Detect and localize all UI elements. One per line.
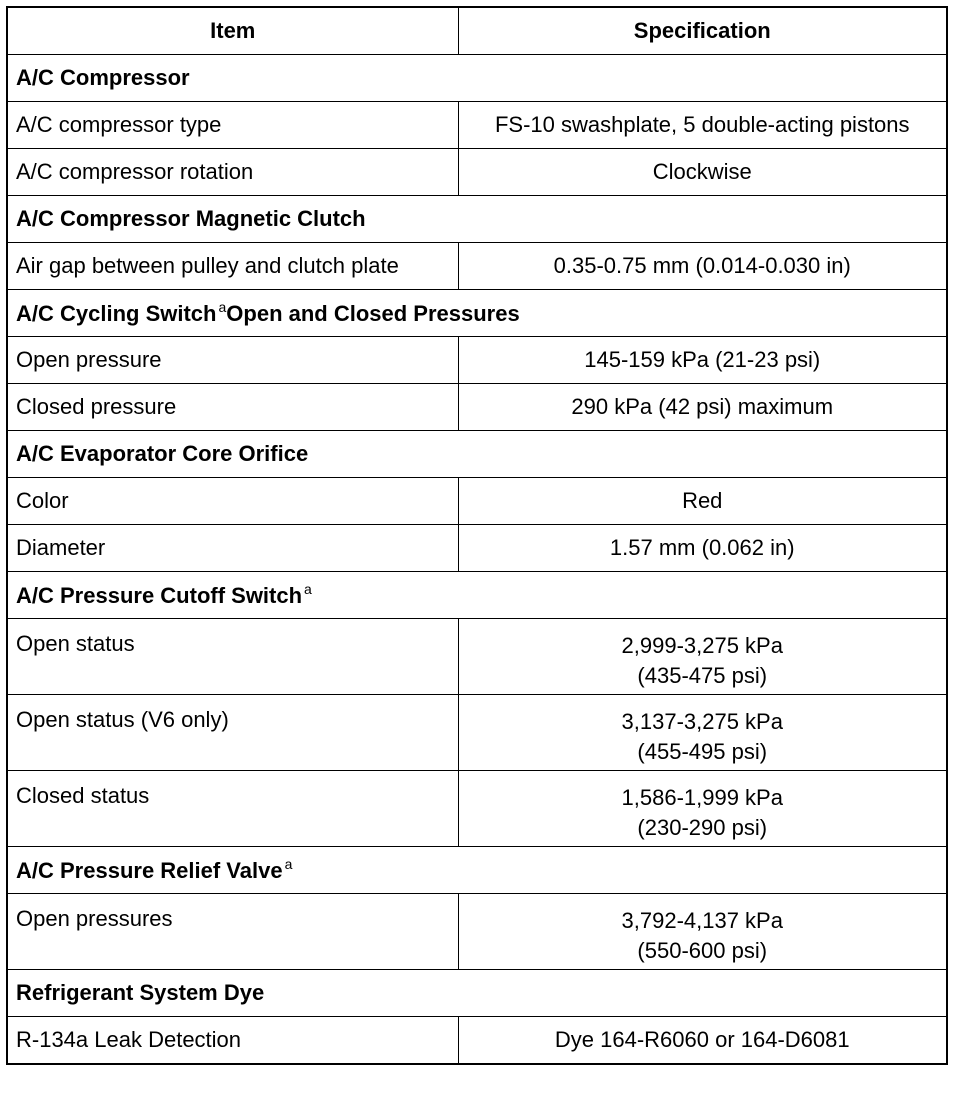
specification-line: 1,586-1,999 kPa bbox=[621, 785, 783, 810]
specification-cell: 145-159 kPa (21-23 psi) bbox=[458, 337, 947, 384]
section-heading bbox=[7, 290, 947, 337]
table-row bbox=[7, 149, 947, 196]
table-row bbox=[7, 771, 947, 847]
section-row bbox=[7, 290, 947, 337]
specification-line: (230-290 psi) bbox=[637, 815, 768, 840]
specification-cell: Red bbox=[458, 478, 947, 525]
item-cell: Color bbox=[7, 478, 458, 525]
section-heading bbox=[7, 196, 947, 243]
specification-cell bbox=[458, 619, 947, 695]
specification-cell bbox=[458, 894, 947, 970]
specification-line: 3,792-4,137 kPa bbox=[621, 908, 783, 933]
section-label: A/C Compressor bbox=[16, 65, 190, 90]
item-cell: Air gap between pulley and clutch plate bbox=[7, 243, 458, 290]
section-heading bbox=[7, 572, 947, 619]
table-body bbox=[7, 55, 947, 1065]
section-row bbox=[7, 55, 947, 102]
header-item: Item bbox=[7, 7, 458, 55]
section-label-suffix: Open and Closed Pressures bbox=[226, 301, 520, 326]
section-heading bbox=[7, 847, 947, 894]
section-label: A/C Pressure Relief Valve bbox=[16, 858, 283, 883]
table-row bbox=[7, 337, 947, 384]
table-row bbox=[7, 478, 947, 525]
section-row bbox=[7, 572, 947, 619]
section-row bbox=[7, 970, 947, 1017]
specification-cell bbox=[458, 771, 947, 847]
item-cell: Closed pressure bbox=[7, 384, 458, 431]
item-cell: Open status bbox=[7, 619, 458, 695]
item-cell: Open status (V6 only) bbox=[7, 695, 458, 771]
footnote-marker: a bbox=[218, 299, 227, 315]
specification-line: (550-600 psi) bbox=[637, 938, 768, 963]
section-row bbox=[7, 431, 947, 478]
header-row bbox=[7, 7, 947, 55]
section-row bbox=[7, 847, 947, 894]
footnote-marker: a bbox=[304, 581, 312, 597]
section-label: A/C Cycling Switch bbox=[16, 301, 217, 326]
section-heading bbox=[7, 970, 947, 1017]
item-cell: Closed status bbox=[7, 771, 458, 847]
specification-line: 2,999-3,275 kPa bbox=[621, 633, 783, 658]
specification-cell: FS-10 swashplate, 5 double-acting pistons bbox=[458, 102, 947, 149]
specification-cell: 0.35-0.75 mm (0.014-0.030 in) bbox=[458, 243, 947, 290]
item-cell: Diameter bbox=[7, 525, 458, 572]
item-cell: Open pressure bbox=[7, 337, 458, 384]
specification-cell: 1.57 mm (0.062 in) bbox=[458, 525, 947, 572]
item-cell: Open pressures bbox=[7, 894, 458, 970]
header-specification: Specification bbox=[458, 7, 947, 55]
specification-cell: Dye 164-R6060 or 164-D6081 bbox=[458, 1017, 947, 1065]
table-row bbox=[7, 102, 947, 149]
specification-table bbox=[6, 6, 948, 1065]
specification-line: 3,137-3,275 kPa bbox=[621, 709, 783, 734]
specification-line: (435-475 psi) bbox=[637, 663, 768, 688]
table-row bbox=[7, 1017, 947, 1065]
section-row bbox=[7, 196, 947, 243]
table-row bbox=[7, 894, 947, 970]
specification-cell: Clockwise bbox=[458, 149, 947, 196]
section-label: A/C Compressor Magnetic Clutch bbox=[16, 206, 366, 231]
item-cell: R-134a Leak Detection bbox=[7, 1017, 458, 1065]
section-heading bbox=[7, 431, 947, 478]
table-row bbox=[7, 619, 947, 695]
table-row bbox=[7, 243, 947, 290]
table-row bbox=[7, 525, 947, 572]
table-row bbox=[7, 695, 947, 771]
section-label: A/C Pressure Cutoff Switch bbox=[16, 583, 303, 608]
section-heading bbox=[7, 55, 947, 102]
specification-line: (455-495 psi) bbox=[637, 739, 768, 764]
section-label: Refrigerant System Dye bbox=[16, 980, 265, 1005]
footnote-marker: a bbox=[284, 856, 293, 872]
section-label: A/C Evaporator Core Orifice bbox=[16, 441, 309, 466]
table-row bbox=[7, 384, 947, 431]
specification-cell: 290 kPa (42 psi) maximum bbox=[458, 384, 947, 431]
item-cell: A/C compressor type bbox=[7, 102, 458, 149]
specification-cell bbox=[458, 695, 947, 771]
item-cell: A/C compressor rotation bbox=[7, 149, 458, 196]
